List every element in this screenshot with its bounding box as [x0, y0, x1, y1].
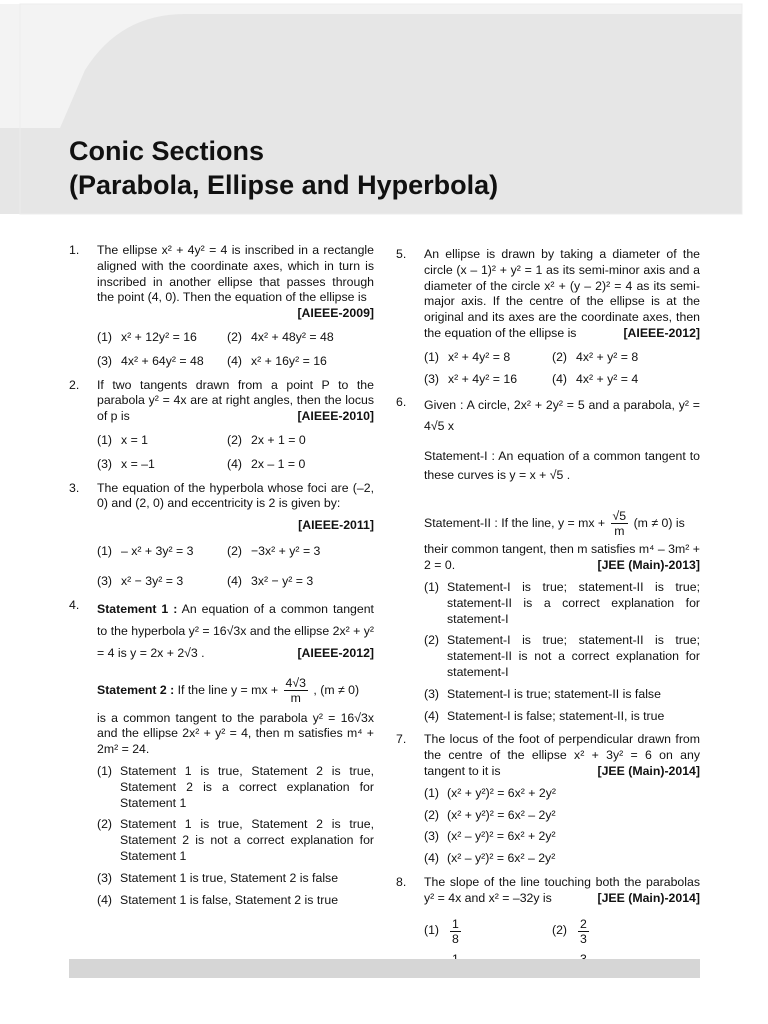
option: (4) x² + 16y² = 16 — [227, 353, 327, 368]
statement-1: Statement 1 : An equation of a common tangent to the hyperbola y² = 16√3x and the ellipse 2x² + y² = 4 is y = 2x + 2√3 . [AIEEE-2012] — [97, 598, 374, 664]
question-number: 4. — [69, 597, 80, 612]
exam-tag: [AIEEE-2010] — [297, 409, 374, 424]
statement-2-rest: is a common tangent to the parabola y² = 16√3x and the ellipse 2x² + y² = 4, then m satisfies m⁴ + 2m² = 24. — [97, 710, 374, 757]
option: (4) Statement 1 is false, Statement 2 is true — [97, 892, 339, 907]
question-4 — [69, 598, 374, 909]
option: (3) x² + 4y² = 16 — [424, 371, 518, 386]
option: (1) Statement-I is true; statement-II is true; statement-II is a correct explanation for statement-I — [424, 579, 700, 626]
right-column — [396, 247, 700, 989]
exam-tag: [JEE (Main)-2014] — [597, 890, 700, 905]
option: (2) −3x² + y² = 3 — [227, 543, 321, 558]
question-text: Given : A circle, 2x² + 2y² = 5 and a parabola, y² = 4√5 x — [424, 398, 700, 434]
option: (1) Statement 1 is true, Statement 2 is true, Statement 2 is a correct explanation for Statement 1 — [97, 763, 374, 810]
option: (3) 4x² + 64y² = 48 — [97, 353, 204, 368]
options-grid — [424, 350, 700, 388]
options-grid — [97, 544, 374, 590]
statement-1: Statement-I : An equation of a common tangent to these curves is y = x + √5 . — [424, 449, 700, 483]
page-title — [69, 134, 498, 202]
question-number: 8. — [396, 874, 407, 889]
question-text: The ellipse x² + 4y² = 4 is inscribed in a rectangle aligned with the coordinate axes, which in turn is inscribed in another ellipse that passes through the point (4, 0). Then the equation of the ellipse is — [97, 243, 374, 305]
question-text: An ellipse is drawn by taking a diameter of the circle (x – 1)² + y² = 1 as its semi-minor axis and a diameter of the circle x² + (y – 2)² = 4 as its semi-major axis. If the centre of the ellipse is at the original and its axes are the coordinate axes, then the equation of the ellipse is [AIEEE-2012] — [424, 247, 700, 340]
question-5 — [396, 247, 700, 387]
option: (1) – x² + 3y² = 3 — [97, 543, 194, 558]
footer-bar — [69, 959, 700, 978]
statement-2: Statement 2 : If the line y = mx + $\frac{4√3}{m}$ , (m ≠ 0) — [97, 675, 360, 705]
question-7 — [396, 732, 700, 867]
page-title-line2: (Parabola, Ellipse and Hyperbola) — [69, 170, 499, 200]
question-number: 2. — [69, 377, 80, 392]
options-list — [424, 580, 700, 724]
fraction: $\frac{2}{3}$ — [580, 916, 587, 946]
question-text: If two tangents drawn from a point P to the parabola y² = 4x are at right angles, then the locus of p is [AIEEE-2010] — [97, 377, 374, 424]
option: (3) x = –1 — [97, 456, 155, 471]
fraction: $\frac{√5}{m}$ — [612, 509, 627, 539]
option: (4) (x² – y²)² = 6x² – 2y² — [424, 851, 556, 866]
option: (4) 3x² − y² = 3 — [227, 573, 314, 588]
question-3 — [69, 481, 374, 590]
option: (3) Statement 1 is true, Statement 2 is false — [97, 870, 339, 885]
question-text: The locus of the foot of perpendicular drawn from the centre of the ellipse x² + 3y² = 6 on any tangent to it is [JEE (Main)-2014] — [424, 732, 700, 778]
question-text: The equation of the hyperbola whose foci are (–2, 0) and (2, 0) and eccentricity is 2 is given by: — [97, 480, 374, 511]
question-1 — [69, 243, 374, 370]
question-number: 1. — [69, 243, 80, 257]
option: (3) x² − 3y² = 3 — [97, 573, 184, 588]
page-title-line1: Conic Sections — [69, 136, 265, 166]
options-list — [97, 764, 374, 908]
option: (3) Statement-I is true; statement-II is false — [424, 686, 661, 701]
question-number: 6. — [396, 395, 407, 410]
exam-tag: [AIEEE-2009] — [297, 306, 374, 321]
option: (4) 2x – 1 = 0 — [227, 456, 306, 471]
fraction: $\frac{1}{8}$ — [452, 916, 459, 946]
exam-tag: [AIEEE-2011] — [298, 518, 374, 533]
options-list — [424, 786, 700, 867]
option: (1) (x² + y²)² = 6x² + 2y² — [424, 785, 556, 800]
option: (2) Statement-I is true; statement-II is true; statement-II is not a correct explanation for statement-I — [424, 633, 700, 679]
option: (2) Statement 1 is true, Statement 2 is true, Statement 2 is not a correct explanation for Statement 1 — [97, 817, 374, 863]
option: (1) x² + 12y² = 16 — [97, 329, 197, 344]
question-2 — [69, 378, 374, 473]
options-grid — [97, 330, 374, 370]
question-number: 3. — [69, 480, 80, 495]
option: (1) x² + 4y² = 8 — [424, 349, 511, 364]
option: (2) 2x + 1 = 0 — [227, 432, 306, 447]
option: (4) Statement-I is false; statement-II, is true — [424, 708, 665, 723]
question-text: The slope of the line touching both the parabolas y² = 4x and x² = –32y is [JEE (Main)-2014] — [424, 874, 700, 905]
option: (2) (x² + y²)² = 6x² – 2y² — [424, 807, 556, 822]
option: (2) 4x² + 48y² = 48 — [227, 329, 334, 344]
options-grid — [97, 433, 374, 473]
option: (3) (x² – y²)² = 6x² + 2y² — [424, 829, 556, 844]
option: (2) $\frac{2}{3}$ — [552, 916, 587, 946]
exam-tag: [AIEEE-2012] — [297, 645, 374, 660]
option: (1) $\frac{1}{8}$ — [424, 916, 459, 946]
fraction: $\frac{4√3}{m}$ — [285, 675, 306, 705]
question-number: 5. — [396, 247, 407, 261]
exam-tag: [AIEEE-2012] — [623, 325, 700, 340]
option: (1) x = 1 — [97, 432, 149, 447]
question-6 — [396, 395, 700, 724]
statement-2: Statement-II : If the line, y = mx + $\frac{√5}{m}$ (m ≠ 0) is — [424, 509, 685, 539]
left-column — [69, 243, 374, 916]
option: (4) 4x² + y² = 4 — [552, 371, 639, 386]
exam-tag: [JEE (Main)-2014] — [597, 763, 700, 778]
question-number: 7. — [396, 732, 407, 747]
option: (2) 4x² + y² = 8 — [552, 349, 639, 364]
exam-tag: [JEE (Main)-2013] — [597, 558, 700, 573]
statement-2-rest: their common tangent, then m satisfies m⁴ – 3m² + 2 = 0. [JEE (Main)-2013] — [424, 542, 700, 573]
